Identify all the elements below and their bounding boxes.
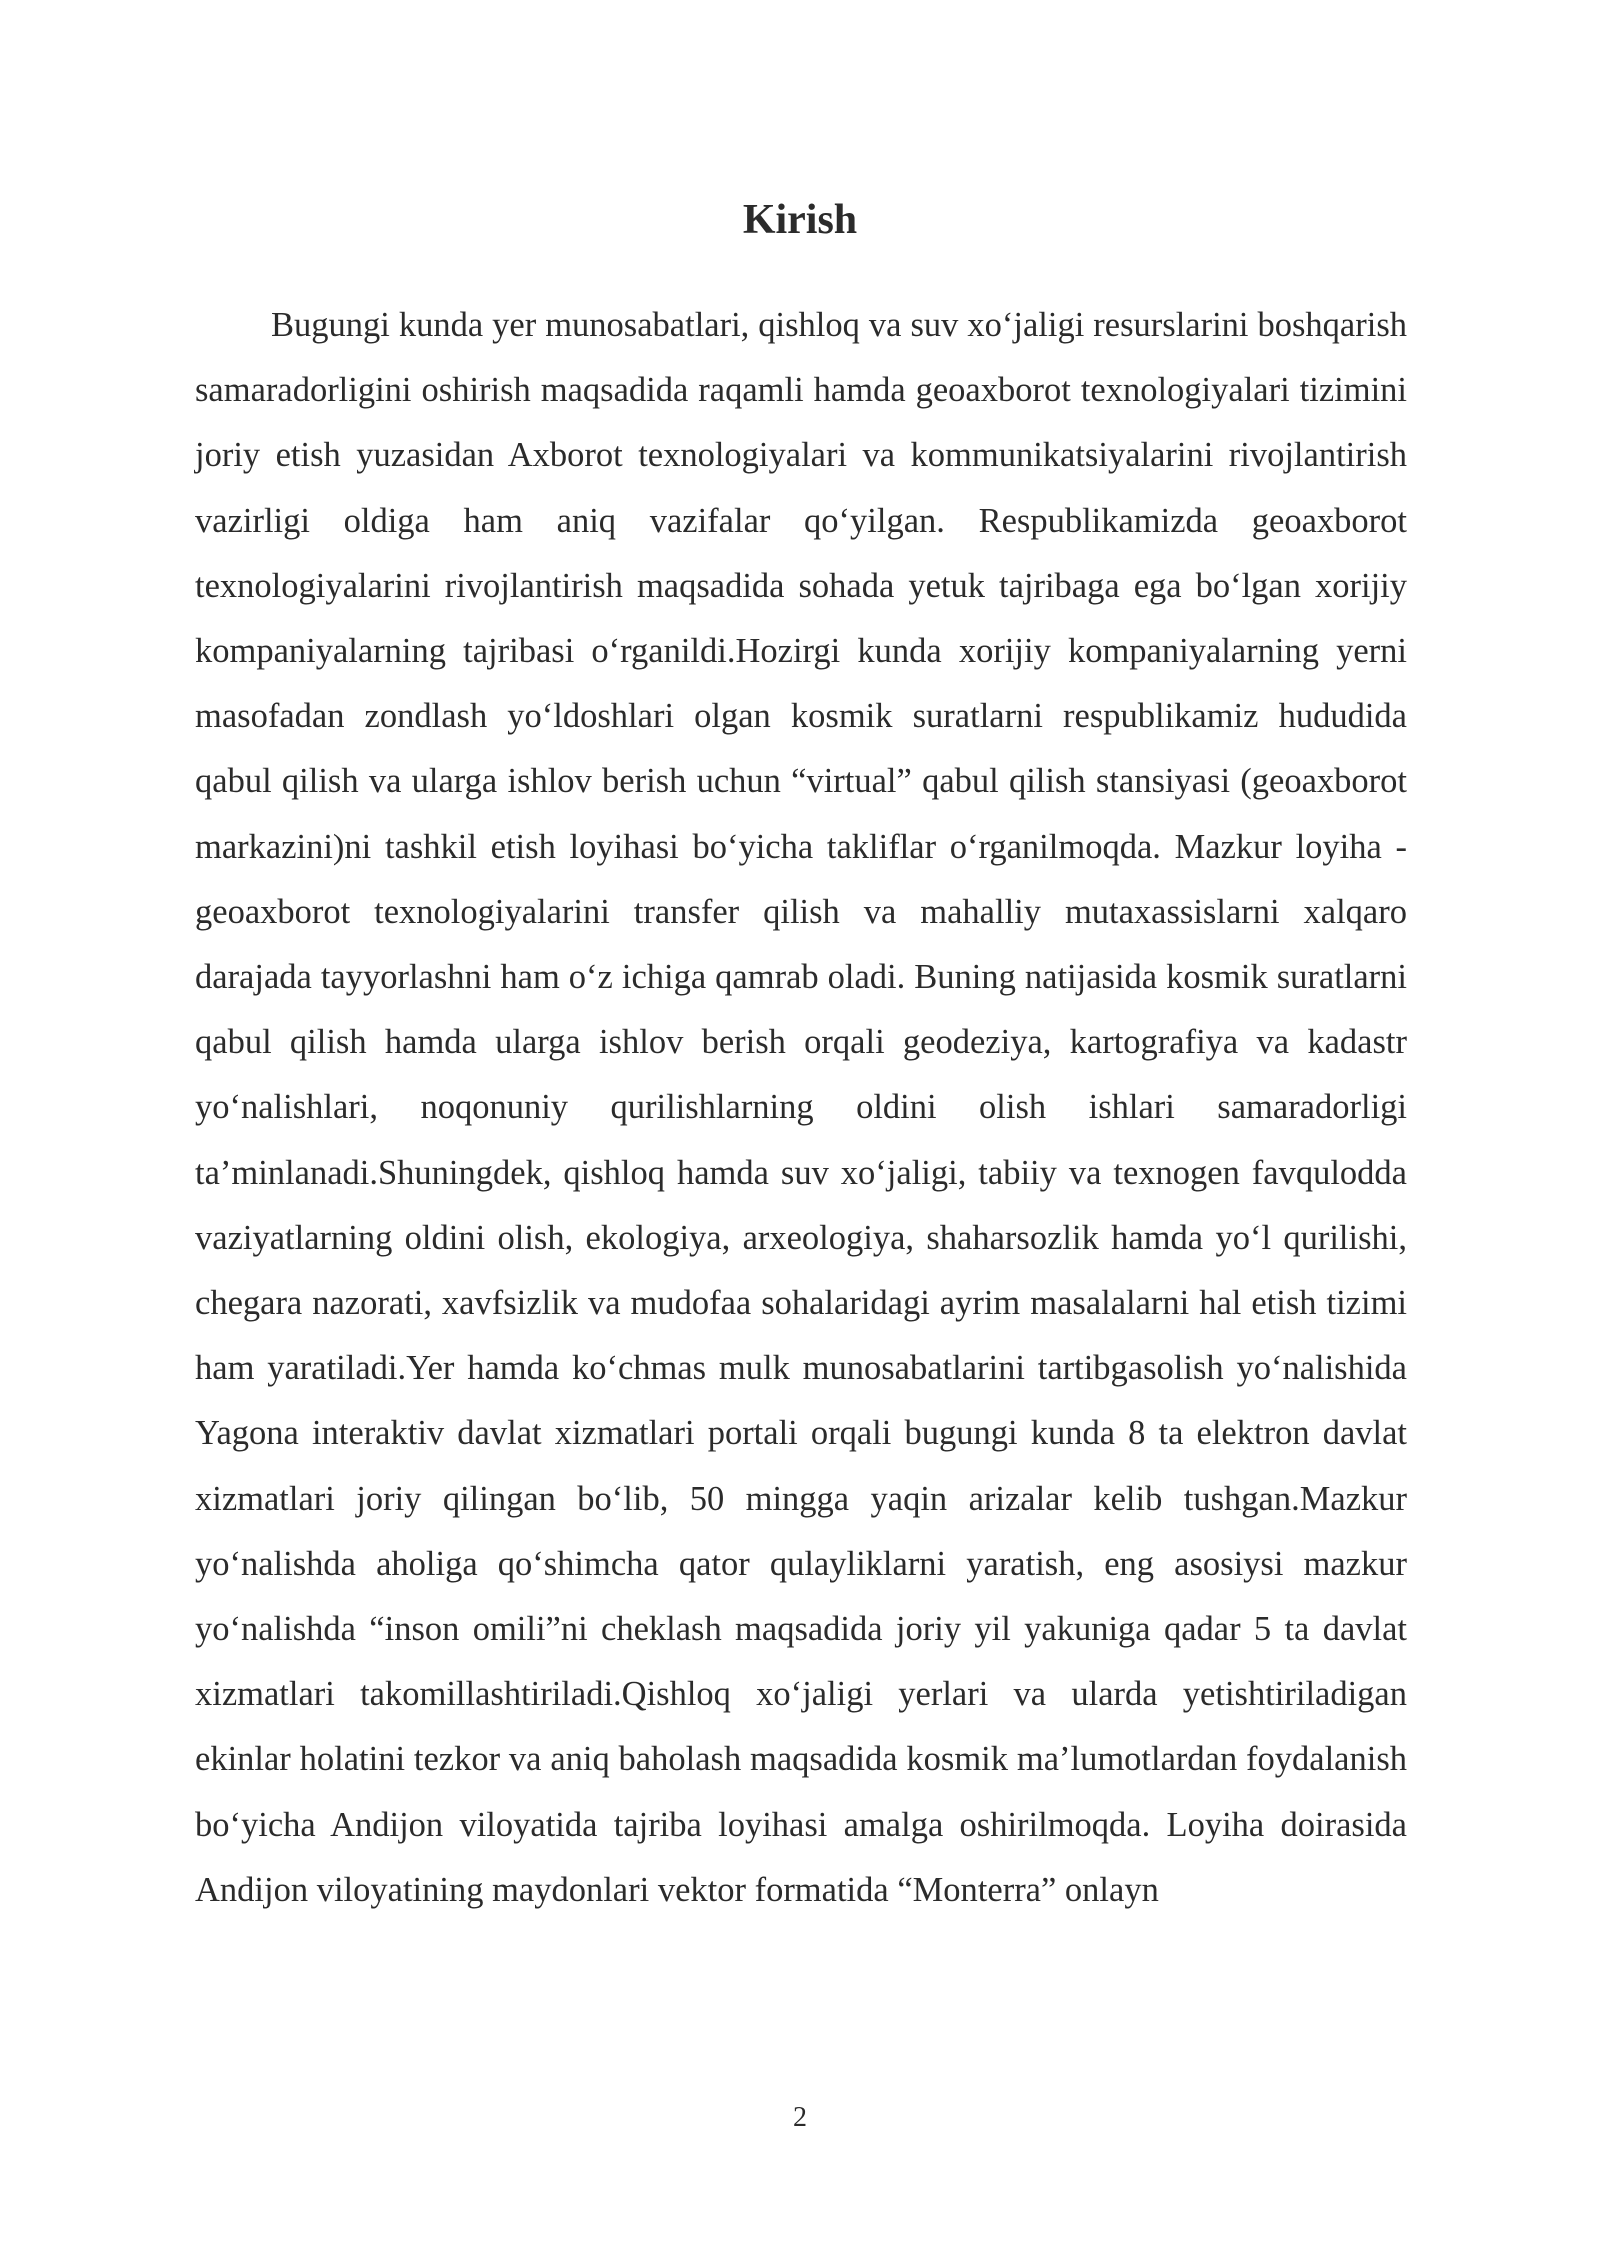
page-number: 2: [793, 2102, 807, 2133]
page-title: Kirish: [742, 197, 858, 243]
body-paragraph: Bugungi kunda yer munosabatlari, qishloq va suv xo‘jaligi resurslarini boshqarish samaradorligini oshirish maqsadida raqamli hamda geoaxborot texnologiyalari tizimini joriy etish yuzasidan Axborot texnologiyalari va kommunikatsiyalarini rivojlantirish vazirligi oldiga ham aniq vazifalar qo‘yilgan. Respublikamizda geoaxborot texnologiyalarini rivojlantirish maqsadida sohada yetuk tajribaga ega bo‘lgan xorijiy kompaniyalarning tajribasi o‘rganildi.Hozirgi kunda xorijiy kompaniyalarning yerni masofadan zondlash yo‘ldoshlari olgan kosmik suratlarni respublikamiz hududida qabul qilish va ularga ishlov berish uchun “virtual” qabul qilish stansiyasi (geoaxborot markazini)ni tashkil etish loyihasi bo‘yicha takliflar o‘rganilmoqda. Mazkur loyiha - geoaxborot texnologiyalarini transfer qilish va mahalliy mutaxassislarni xalqaro darajada tayyorlashni ham o‘z ichiga qamrab oladi. Buning natijasida kosmik suratlarni qabul qilish hamda ularga ishlov berish orqali geodeziya, kartografiya va kadastr yo‘nalishlari, noqonuniy qurilishlarning oldini olish ishlari samaradorligi ta’minlanadi.Shuningdek, qishloq hamda suv xo‘jaligi, tabiiy va texnogen favqulodda vaziyatlarning oldini olish, ekologiya, arxeologiya, shaharsozlik hamda yo‘l qurilishi, chegara nazorati, xavfsizlik va mudofaa sohalaridagi ayrim masalalarni hal etish tizimi ham yaratiladi.Yer hamda ko‘chmas mulk munosabatlarini tartibgasolish yo‘nalishida Yagona interaktiv davlat xizmatlari portali orqali bugungi kunda 8 ta elektron davlat xizmatlari joriy qilingan bo‘lib, 50 mingga yaqin arizalar kelib tushgan.Mazkur yo‘nalishda aholiga qo‘shimcha qator qulayliklarni yaratish, eng asosiysi mazkur yo‘nalishda “inson omili”ni cheklash maqsadida joriy yil yakuniga qadar 5 ta davlat xizmatlari takomillashtiriladi.Qishloq xo‘jaligi yerlari va ularda yetishtiriladigan ekinlar holatini tezkor va aniq baholash maqsadida kosmik ma’lumotlardan foydalanish bo‘yicha Andijon viloyatida tajriba loyihasi amalga oshirilmoqda. Loyiha doirasida Andijon viloyatining maydonlari vektor formatida “Monterra” onlayn: [195, 306, 1407, 1909]
